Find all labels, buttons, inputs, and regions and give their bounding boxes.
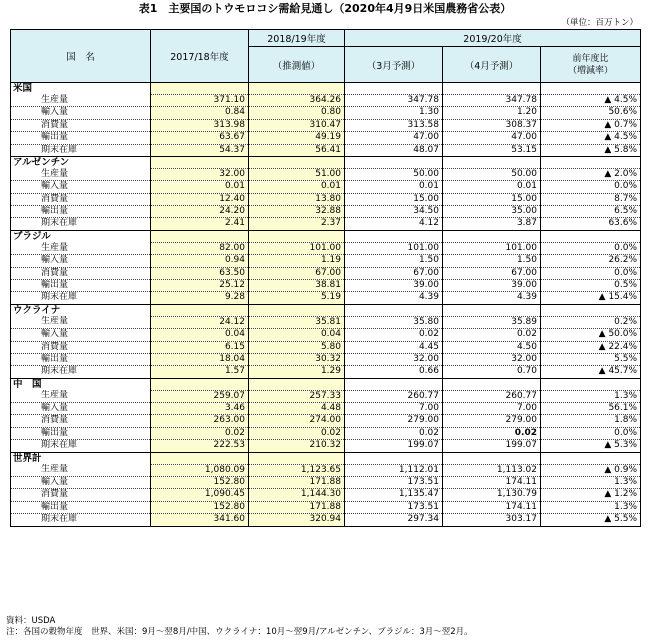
item-label: 輸出量 [11,132,151,144]
item-label: 輸出量 [11,206,151,218]
value-april: 1.50 [443,255,541,267]
value-april: 279.00 [443,415,541,427]
value-yoy: 63.6% [541,218,641,230]
value-2017: 18.04 [151,353,249,365]
country-spacer-cell [541,452,641,464]
value-2018: 5.80 [249,341,345,353]
country-spacer-cell [541,83,641,95]
item-label: 輸出量 [11,353,151,365]
value-april: 39.00 [443,280,541,292]
value-2017: 63.50 [151,267,249,279]
value-april: 174.11 [443,477,541,489]
table-row [11,119,641,131]
table-row [11,353,641,365]
value-april: 0.02 [443,329,541,341]
value-april: 32.00 [443,353,541,365]
country-spacer-cell [151,378,249,390]
value-2017: 0.01 [151,181,249,193]
value-april: 47.00 [443,132,541,144]
value-2017: 0.94 [151,255,249,267]
value-april: 199.07 [443,440,541,452]
table-row [11,341,641,353]
table-row [11,193,641,205]
country-spacer-cell [151,230,249,242]
value-yoy: 56.1% [541,403,641,415]
value-march: 47.00 [345,132,443,144]
value-april: 7.00 [443,403,541,415]
item-label: 生産量 [11,316,151,328]
value-2018: 5.19 [249,292,345,304]
value-yoy: 1.3% [541,477,641,489]
country-name: 中 国 [11,378,151,390]
value-march: 50.00 [345,168,443,180]
item-label: 期末在庫 [11,440,151,452]
item-label: 生産量 [11,390,151,402]
value-yoy: ▲ 4.5% [541,132,641,144]
table-row [11,403,641,415]
value-2018: 56.41 [249,144,345,156]
item-label: 輸入量 [11,181,151,193]
country-row [11,452,641,464]
value-yoy: 0.0% [541,427,641,439]
country-spacer-cell [249,452,345,464]
value-yoy: 0.0% [541,181,641,193]
item-label: 期末在庫 [11,292,151,304]
item-label: 生産量 [11,464,151,476]
table-row [11,107,641,119]
value-2017: 82.00 [151,242,249,254]
value-april: 0.70 [443,366,541,378]
table-body [11,83,641,527]
value-2018: 320.94 [249,514,345,526]
header-yoy [541,47,641,83]
value-march: 260.77 [345,390,443,402]
value-2017: 0.04 [151,329,249,341]
value-yoy: 1.3% [541,390,641,402]
value-yoy: 0.2% [541,316,641,328]
item-label: 消費量 [11,341,151,353]
value-2018: 0.01 [249,181,345,193]
value-march: 0.66 [345,366,443,378]
value-2017: 6.15 [151,341,249,353]
value-2018: 0.02 [249,427,345,439]
header-yoy-line1: 前年度比 [572,53,609,64]
value-march: 32.00 [345,353,443,365]
country-spacer-cell [345,83,443,95]
value-2017: 222.53 [151,440,249,452]
value-2018: 1,144.30 [249,489,345,501]
table-row [11,132,641,144]
value-yoy: 1.8% [541,415,641,427]
value-yoy: ▲ 5.8% [541,144,641,156]
value-2018: 0.80 [249,107,345,119]
value-march: 0.02 [345,427,443,439]
table-row [11,181,641,193]
value-2017: 9.28 [151,292,249,304]
value-april: 347.78 [443,94,541,106]
country-name: ブラジル [11,230,151,242]
table-row [11,501,641,513]
fiscal-year-note: 注：各国の穀物年度 世界、米国：9月～翌8月/中国、ウクライナ：10月～翌9月/アルゼンチン、ブラジル：3月～翌2月。 [6,627,473,637]
country-spacer-cell [443,452,541,464]
value-2018: 1.19 [249,255,345,267]
country-spacer-cell [443,156,541,168]
supply-demand-table [10,29,641,527]
item-label: 期末在庫 [11,366,151,378]
value-april: 0.02 [443,427,541,439]
country-spacer-cell [249,83,345,95]
country-spacer-cell [541,304,641,316]
item-label: 消費量 [11,267,151,279]
value-march: 199.07 [345,440,443,452]
value-march: 1.50 [345,255,443,267]
header-2019: 2019/20年度 [345,30,641,47]
value-march: 313.58 [345,119,443,131]
value-march: 347.78 [345,94,443,106]
item-label: 期末在庫 [11,144,151,156]
country-spacer-cell [249,230,345,242]
value-march: 15.00 [345,193,443,205]
country-spacer-cell [541,230,641,242]
value-april: 174.11 [443,501,541,513]
value-yoy: ▲ 2.0% [541,168,641,180]
table-row [11,280,641,292]
item-label: 輸入量 [11,477,151,489]
value-yoy: ▲ 4.5% [541,94,641,106]
value-march: 4.39 [345,292,443,304]
value-april: 15.00 [443,193,541,205]
country-name: 米国 [11,83,151,95]
notes [6,616,473,638]
value-2018: 0.04 [249,329,345,341]
country-spacer-cell [443,83,541,95]
value-april: 4.50 [443,341,541,353]
value-april: 67.00 [443,267,541,279]
country-spacer-cell [345,156,443,168]
item-label: 期末在庫 [11,514,151,526]
country-spacer-cell [443,304,541,316]
header-2018: 2018/19年度 [249,30,345,47]
value-2017: 54.37 [151,144,249,156]
country-spacer-cell [443,378,541,390]
value-2017: 152.80 [151,501,249,513]
value-march: 4.12 [345,218,443,230]
table-row [11,329,641,341]
value-2017: 371.10 [151,94,249,106]
header-yoy-line2: （増減率） [568,65,614,76]
value-april: 101.00 [443,242,541,254]
value-yoy: ▲ 5.5% [541,514,641,526]
value-march: 1,135.47 [345,489,443,501]
table-row [11,218,641,230]
value-2018: 13.80 [249,193,345,205]
table-row [11,427,641,439]
value-april: 1,113.02 [443,464,541,476]
value-2018: 101.00 [249,242,345,254]
value-yoy: ▲ 45.7% [541,366,641,378]
value-2017: 25.12 [151,280,249,292]
value-2017: 259.07 [151,390,249,402]
value-2017: 0.02 [151,427,249,439]
country-spacer-cell [151,304,249,316]
table-row [11,168,641,180]
value-2017: 12.40 [151,193,249,205]
value-march: 0.01 [345,181,443,193]
value-2017: 1.57 [151,366,249,378]
value-march: 48.07 [345,144,443,156]
unit-label: （単位：百万トン） [561,18,638,28]
item-label: 輸出量 [11,427,151,439]
country-spacer-cell [249,304,345,316]
value-april: 4.39 [443,292,541,304]
value-2017: 263.00 [151,415,249,427]
value-yoy: 5.5% [541,353,641,365]
value-2018: 49.19 [249,132,345,144]
value-2017: 313.98 [151,119,249,131]
table-row [11,489,641,501]
country-row [11,230,641,242]
country-spacer-cell [249,378,345,390]
item-label: 消費量 [11,119,151,131]
value-april: 308.37 [443,119,541,131]
value-march: 39.00 [345,280,443,292]
item-label: 輸出量 [11,280,151,292]
value-yoy: ▲ 15.4% [541,292,641,304]
value-2017: 63.67 [151,132,249,144]
item-label: 生産量 [11,242,151,254]
item-label: 輸入量 [11,403,151,415]
value-march: 1,112.01 [345,464,443,476]
item-label: 輸入量 [11,107,151,119]
value-2017: 152.80 [151,477,249,489]
table-row [11,206,641,218]
country-name: アルゼンチン [11,156,151,168]
value-april: 0.01 [443,181,541,193]
country-spacer-cell [443,230,541,242]
value-march: 4.45 [345,341,443,353]
value-2018: 4.48 [249,403,345,415]
table-row [11,440,641,452]
country-spacer-cell [249,156,345,168]
value-2018: 2.37 [249,218,345,230]
header-march: （3月予測） [345,47,443,83]
value-2018: 257.33 [249,390,345,402]
value-yoy: ▲ 50.0% [541,329,641,341]
item-label: 期末在庫 [11,218,151,230]
country-row [11,378,641,390]
country-spacer-cell [151,452,249,464]
country-row [11,304,641,316]
country-name: 世界計 [11,452,151,464]
country-spacer-cell [151,83,249,95]
value-2018: 274.00 [249,415,345,427]
value-yoy: 8.7% [541,193,641,205]
country-spacer-cell [541,156,641,168]
value-april: 1.20 [443,107,541,119]
value-yoy: ▲ 0.9% [541,464,641,476]
item-label: 消費量 [11,415,151,427]
value-yoy: ▲ 0.7% [541,119,641,131]
value-march: 1.30 [345,107,443,119]
header-2018-sub: （推測値） [249,47,345,83]
table-row [11,255,641,267]
value-yoy: ▲ 1.2% [541,489,641,501]
value-2017: 341.60 [151,514,249,526]
header-2017: 2017/18年度 [151,30,249,83]
value-2017: 1,090.45 [151,489,249,501]
value-march: 67.00 [345,267,443,279]
country-spacer-cell [541,378,641,390]
value-2018: 171.88 [249,501,345,513]
country-spacer-cell [345,304,443,316]
value-yoy: 0.0% [541,267,641,279]
table-row [11,316,641,328]
value-2018: 364.26 [249,94,345,106]
value-2018: 35.81 [249,316,345,328]
value-march: 297.34 [345,514,443,526]
value-yoy: ▲ 22.4% [541,341,641,353]
value-2018: 310.47 [249,119,345,131]
value-march: 173.51 [345,501,443,513]
country-spacer-cell [151,156,249,168]
country-row [11,156,641,168]
country-name: ウクライナ [11,304,151,316]
value-yoy: 0.5% [541,280,641,292]
table-row [11,366,641,378]
source-note: 資料：USDA [6,616,56,626]
value-2018: 32.88 [249,206,345,218]
table-row [11,464,641,476]
value-2018: 1,123.65 [249,464,345,476]
value-2018: 171.88 [249,477,345,489]
value-yoy: ▲ 5.3% [541,440,641,452]
value-2017: 24.20 [151,206,249,218]
value-2017: 24.12 [151,316,249,328]
country-row [11,83,641,95]
item-label: 消費量 [11,489,151,501]
value-april: 1,130.79 [443,489,541,501]
header-country: 国 名 [11,30,151,83]
value-2018: 210.32 [249,440,345,452]
value-yoy: 6.5% [541,206,641,218]
table-row [11,477,641,489]
header-april: （4月予測） [443,47,541,83]
table-title: 表1 主要国のトウモロコシ需給見通し（2020年4月9日米国農務省公表） [138,2,512,15]
value-2017: 1,080.09 [151,464,249,476]
table-row [11,514,641,526]
value-april: 260.77 [443,390,541,402]
value-april: 53.15 [443,144,541,156]
table-row [11,292,641,304]
table-row [11,390,641,402]
value-march: 173.51 [345,477,443,489]
value-march: 7.00 [345,403,443,415]
table-row [11,94,641,106]
item-label: 輸出量 [11,501,151,513]
item-label: 生産量 [11,168,151,180]
value-2017: 2.41 [151,218,249,230]
value-2018: 51.00 [249,168,345,180]
table-row [11,267,641,279]
table-row [11,242,641,254]
value-march: 0.02 [345,329,443,341]
value-march: 34.50 [345,206,443,218]
item-label: 輸入量 [11,255,151,267]
value-april: 35.89 [443,316,541,328]
value-yoy: 50.6% [541,107,641,119]
value-2017: 3.46 [151,403,249,415]
table-row [11,144,641,156]
value-yoy: 0.0% [541,242,641,254]
country-spacer-cell [345,452,443,464]
value-april: 3.87 [443,218,541,230]
item-label: 消費量 [11,193,151,205]
value-april: 303.17 [443,514,541,526]
country-spacer-cell [345,378,443,390]
item-label: 生産量 [11,94,151,106]
value-march: 35.80 [345,316,443,328]
table-row [11,415,641,427]
value-2017: 32.00 [151,168,249,180]
item-label: 輸入量 [11,329,151,341]
value-april: 50.00 [443,168,541,180]
value-march: 101.00 [345,242,443,254]
value-2018: 1.29 [249,366,345,378]
country-spacer-cell [345,230,443,242]
value-2017: 0.84 [151,107,249,119]
value-2018: 67.00 [249,267,345,279]
value-yoy: 1.3% [541,501,641,513]
value-april: 35.00 [443,206,541,218]
value-2018: 38.81 [249,280,345,292]
value-march: 279.00 [345,415,443,427]
value-yoy: 26.2% [541,255,641,267]
value-2018: 30.32 [249,353,345,365]
